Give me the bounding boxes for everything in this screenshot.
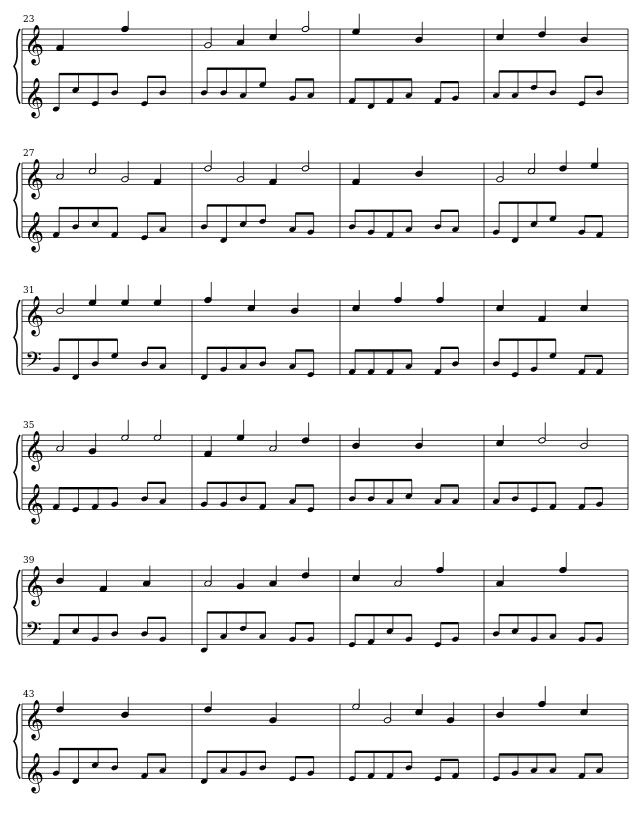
- brace: [14, 29, 20, 104]
- measure-number: 35: [23, 421, 35, 431]
- treble-clef: 𝄞: [24, 752, 45, 793]
- measure-number: 31: [23, 286, 35, 296]
- bass-clef: 𝄢: [25, 618, 42, 649]
- treble-clef: 𝄞: [24, 77, 45, 118]
- treble-clef: 𝄞: [24, 699, 45, 740]
- system: [14, 282, 628, 381]
- brace: [14, 435, 20, 510]
- treble-clef: 𝄞: [24, 565, 45, 606]
- measure-number: 27: [23, 149, 35, 159]
- system: [14, 11, 628, 119]
- bass-clef: 𝄢: [25, 348, 42, 379]
- measure-number: 23: [23, 15, 35, 25]
- treble-clef: 𝄞: [24, 295, 45, 336]
- treble-clef: 𝄞: [24, 483, 45, 524]
- system: [14, 148, 628, 253]
- brace: [14, 570, 20, 645]
- brace: [14, 704, 20, 779]
- brace: [14, 163, 20, 238]
- measure-number: 43: [23, 690, 35, 700]
- system: [14, 686, 628, 794]
- brace: [14, 300, 20, 375]
- treble-clef: 𝄞: [24, 158, 45, 199]
- treble-clef: 𝄞: [24, 211, 45, 252]
- system: [14, 552, 628, 653]
- treble-clef: 𝄞: [24, 430, 45, 471]
- system: [14, 420, 628, 525]
- measure-number: 39: [23, 556, 35, 566]
- treble-clef: 𝄞: [24, 24, 45, 65]
